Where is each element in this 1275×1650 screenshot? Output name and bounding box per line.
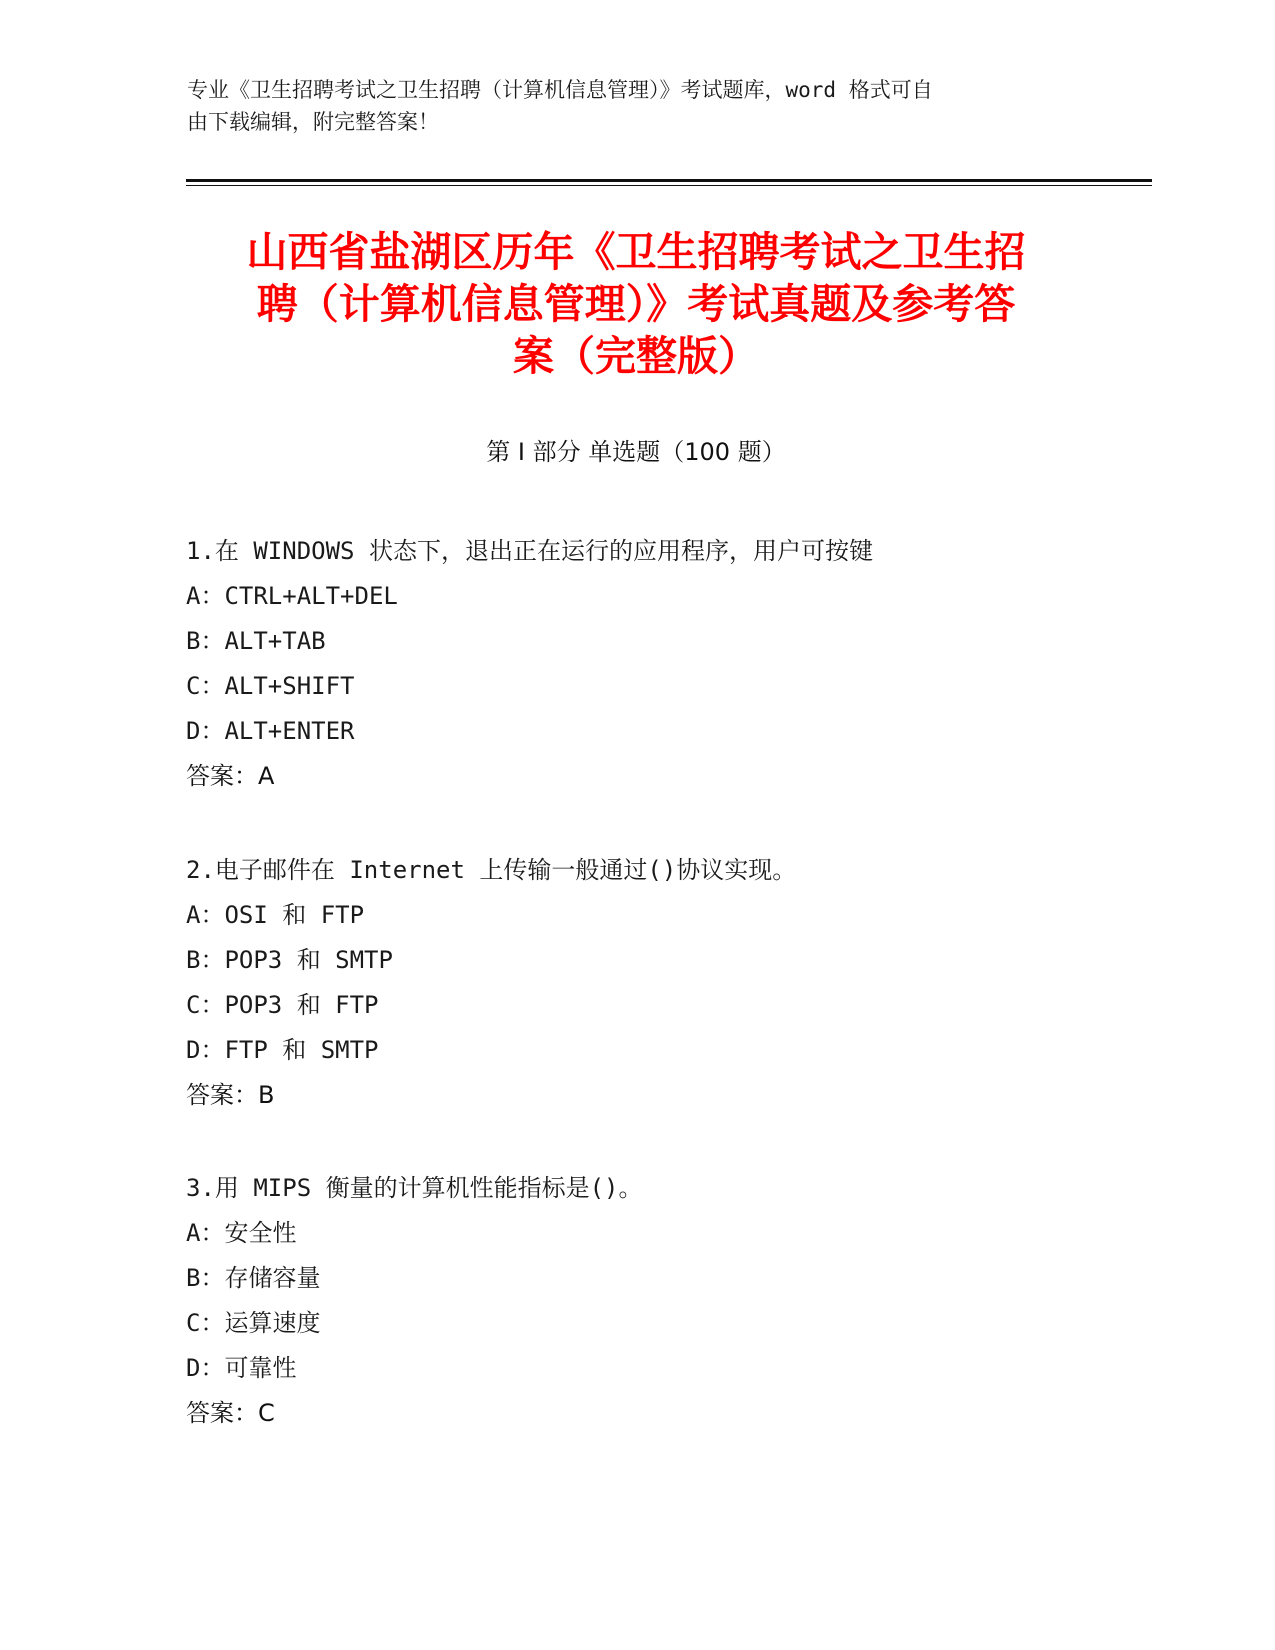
section-title: 第 I 部分 单选题（100 题） [486, 438, 786, 466]
header-divider-thin [186, 185, 1152, 186]
question-stem: 3.用 MIPS 衡量的计算机性能指标是()。 [186, 1174, 643, 1202]
option-c: C：ALT+SHIFT [186, 672, 355, 700]
answer: 答案：C [186, 1399, 275, 1427]
option-a: A：OSI 和 FTP [186, 901, 365, 929]
header-divider-thick [186, 179, 1152, 182]
option-b: B：存储容量 [186, 1264, 321, 1292]
question-2 [186, 848, 1136, 1118]
question-stem: 2.电子邮件在 Internet 上传输一般通过()协议实现。 [186, 856, 797, 884]
question-1 [186, 529, 1136, 799]
title-line-2: 聘（计算机信息管理）》考试真题及参考答 [256, 280, 1016, 328]
title-line-1: 山西省盐湖区历年《卫生招聘考试之卫生招 [246, 228, 1026, 276]
intro-text [187, 74, 1067, 138]
option-b: B：POP3 和 SMTP [186, 946, 393, 974]
question-stem: 1.在 WINDOWS 状态下，退出正在运行的应用程序，用户可按键 [186, 537, 873, 565]
option-c: C：运算速度 [186, 1309, 321, 1337]
option-c: C：POP3 和 FTP [186, 991, 379, 1019]
option-b: B：ALT+TAB [186, 627, 326, 655]
option-a: A：安全性 [186, 1219, 297, 1247]
option-d: D：可靠性 [186, 1354, 297, 1382]
question-3 [186, 1166, 1136, 1436]
answer: 答案：A [186, 762, 275, 790]
intro-line-1: 专业《卫生招聘考试之卫生招聘（计算机信息管理）》考试题库，word 格式可自 [187, 78, 933, 102]
answer: 答案：B [186, 1081, 275, 1109]
option-a: A：CTRL+ALT+DEL [186, 582, 398, 610]
intro-line-2: 由下载编辑，附完整答案！ [187, 110, 439, 134]
document-title [186, 226, 1086, 382]
option-d: D：FTP 和 SMTP [186, 1036, 379, 1064]
option-d: D：ALT+ENTER [186, 717, 355, 745]
title-line-3: 案（完整版） [513, 332, 759, 380]
